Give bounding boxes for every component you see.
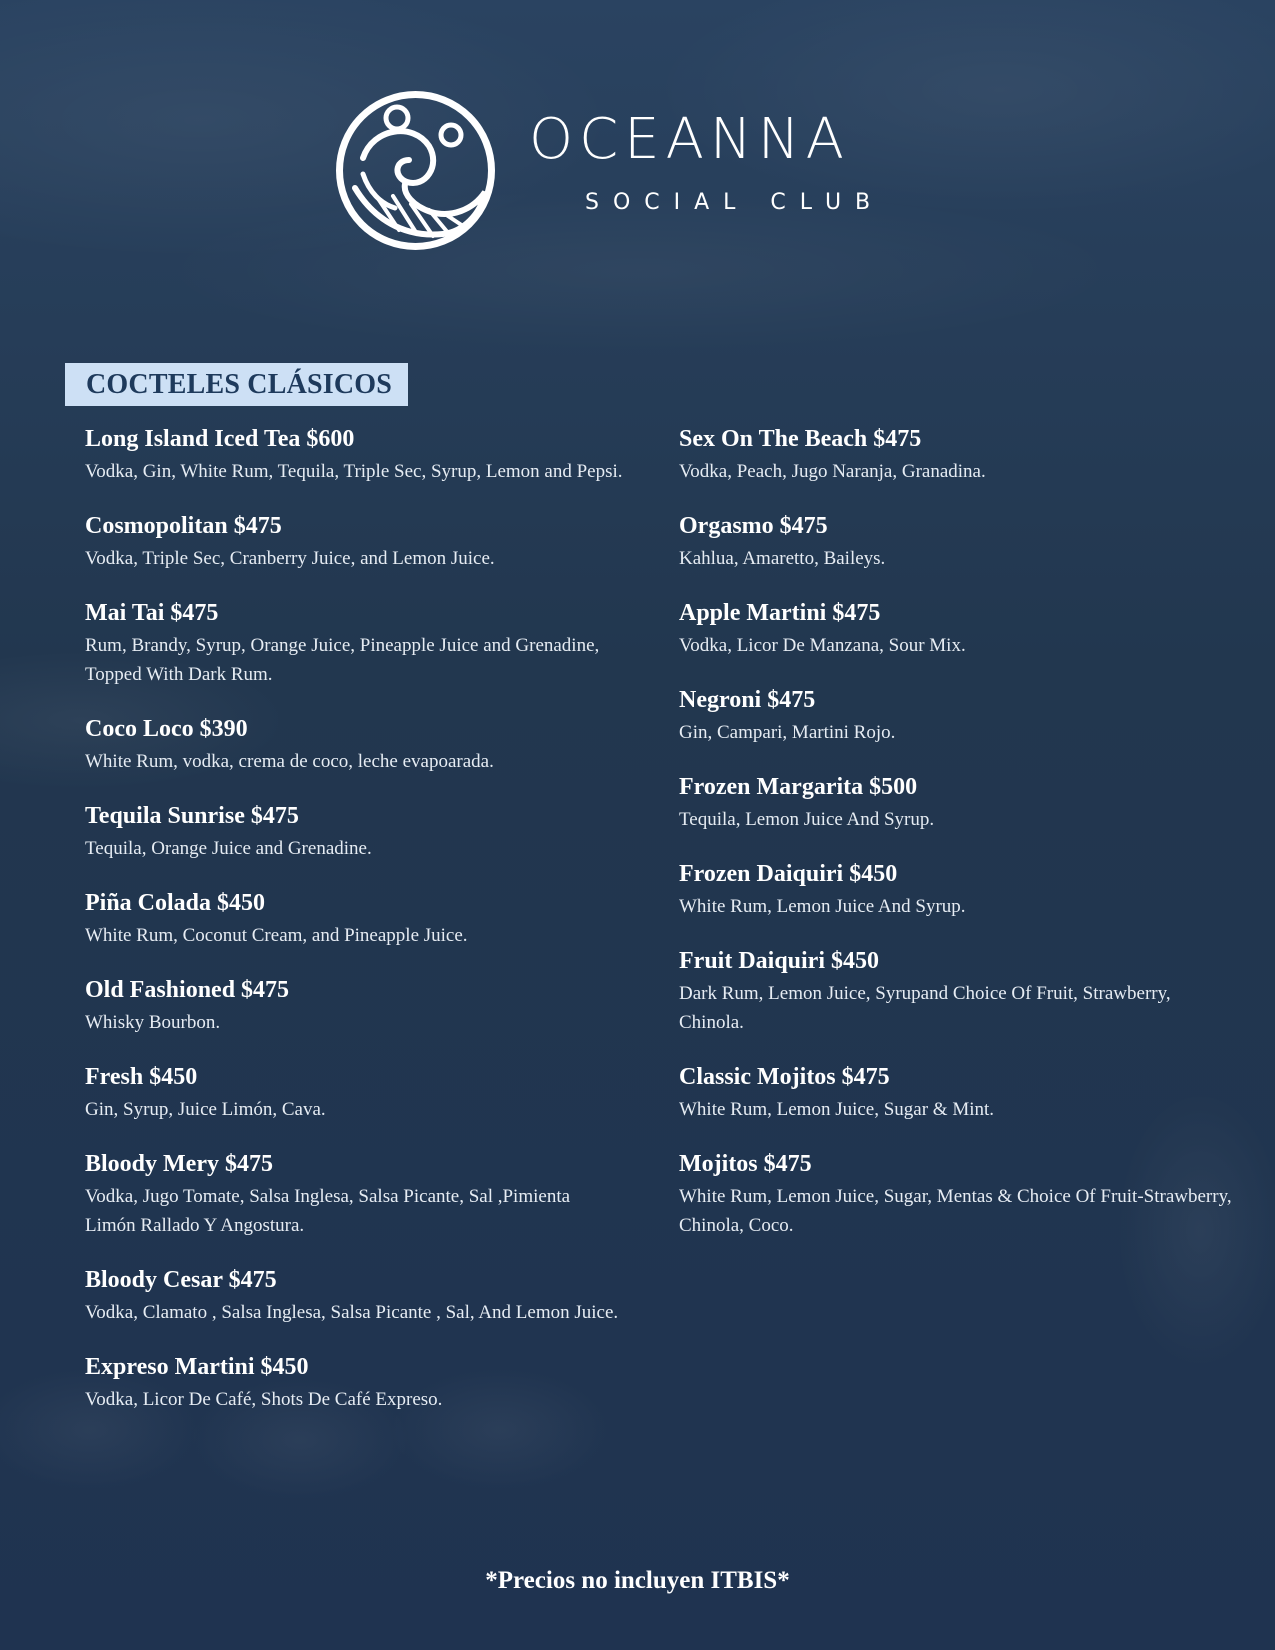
menu-item-title: Old Fashioned $475: [85, 977, 290, 1003]
menu-item: [679, 421, 1239, 486]
menu-item-title: Expreso Martini $450: [85, 1354, 309, 1380]
menu-item: [85, 711, 625, 776]
brand-name: OCEANNA: [529, 107, 850, 172]
menu-item-title: Fresh $450: [85, 1064, 198, 1090]
menu-item-title: Classic Mojitos $475: [679, 1064, 890, 1090]
menu-item-description: Vodka, Licor De Manzana, Sour Mix.: [679, 635, 966, 656]
menu-item-description: Vodka, Clamato , Salsa Inglesa, Salsa Picante , Sal, And Lemon Juice.: [85, 1302, 619, 1323]
menu-item: [679, 943, 1239, 1037]
menu-item-title: Tequila Sunrise $475: [85, 803, 299, 829]
menu-item: [85, 595, 625, 689]
menu-item-title: Apple Martini $475: [679, 600, 881, 626]
menu-item-title: Sex On The Beach $475: [679, 426, 922, 452]
menu-item-description: White Rum, vodka, crema de coco, leche evapoarada.: [85, 751, 494, 772]
menu-item: [679, 1059, 1239, 1124]
menu-item: [679, 682, 1239, 747]
section-title: [65, 363, 408, 406]
price-footnote: *Precios no incluyen ITBIS*: [485, 1567, 790, 1594]
menu-item-description: Vodka, Gin, White Rum, Tequila, Triple Sec, Syrup, Lemon and Pepsi.: [85, 461, 623, 482]
menu-item-description: Tequila, Orange Juice and Grenadine.: [85, 838, 372, 859]
menu-item-title: Piña Colada $450: [85, 890, 266, 916]
menu-item-description: Dark Rum, Lemon Juice, Syrupand Choice Of Fruit, Strawberry, Chinola.: [679, 983, 1171, 1033]
menu-item: [679, 856, 1239, 921]
menu-item-description: Tequila, Lemon Juice And Syrup.: [679, 809, 935, 830]
menu-item: [85, 1146, 625, 1240]
menu-item-title: Coco Loco $390: [85, 716, 248, 742]
menu-item-description: Rum, Brandy, Syrup, Orange Juice, Pineapple Juice and Grenadine, Topped With Dark Rum.: [85, 635, 600, 685]
menu-item: [85, 972, 625, 1037]
menu-item-title: Negroni $475: [679, 687, 816, 713]
menu-item-title: Frozen Daiquiri $450: [679, 861, 898, 887]
brand-header: [333, 88, 953, 253]
menu-column-left: [85, 421, 625, 1436]
menu-item-title: Orgasmo $475: [679, 513, 828, 539]
menu-item: [85, 421, 625, 486]
menu-item-title: Mojitos $475: [679, 1151, 812, 1177]
menu-item-description: Vodka, Jugo Tomate, Salsa Inglesa, Salsa Picante, Sal ,Pimienta Limón Rallado Y Angostura.: [85, 1186, 571, 1236]
menu-item-description: Gin, Syrup, Juice Limón, Cava.: [85, 1099, 326, 1120]
spiral-wave-logo-icon: [333, 88, 498, 253]
menu-item-title: Bloody Cesar $475: [85, 1267, 277, 1293]
menu-item: [85, 885, 625, 950]
menu-item-description: Whisky Bourbon.: [85, 1012, 221, 1033]
menu-item-title: Long Island Iced Tea $600: [85, 426, 355, 452]
menu-item-title: Frozen Margarita $500: [679, 774, 918, 800]
menu-item-description: White Rum, Lemon Juice, Sugar, Mentas & Choice Of Fruit-Strawberry, Chinola, Coco.: [679, 1186, 1232, 1236]
menu-item-description: Kahlua, Amaretto, Baileys.: [679, 548, 886, 569]
menu-item-title: Fruit Daiquiri $450: [679, 948, 880, 974]
menu-item: [679, 595, 1239, 660]
menu-item: [679, 508, 1239, 573]
menu-item: [85, 508, 625, 573]
menu-item: [679, 1146, 1239, 1240]
menu-item: [85, 1262, 625, 1327]
menu-item: [85, 798, 625, 863]
menu-item-description: Gin, Campari, Martini Rojo.: [679, 722, 896, 743]
brand-subtitle: SOCIAL CLUB: [585, 190, 885, 215]
menu-item-description: White Rum, Coconut Cream, and Pineapple Juice.: [85, 925, 468, 946]
menu-item: [85, 1059, 625, 1124]
section-title-text: COCTELES CLÁSICOS: [86, 368, 393, 400]
menu-column-right: [679, 421, 1239, 1262]
menu-item-title: Mai Tai $475: [85, 600, 219, 626]
menu-item-description: Vodka, Triple Sec, Cranberry Juice, and Lemon Juice.: [85, 548, 495, 569]
menu-item-description: White Rum, Lemon Juice, Sugar & Mint.: [679, 1099, 995, 1120]
menu-item-description: Vodka, Licor De Café, Shots De Café Expreso.: [85, 1389, 443, 1410]
menu-item: [679, 769, 1239, 834]
menu-item-description: White Rum, Lemon Juice And Syrup.: [679, 896, 966, 917]
menu-item-title: Bloody Mery $475: [85, 1151, 273, 1177]
menu-item: [85, 1349, 625, 1414]
menu-item-description: Vodka, Peach, Jugo Naranja, Granadina.: [679, 461, 986, 482]
menu-item-title: Cosmopolitan $475: [85, 513, 282, 539]
